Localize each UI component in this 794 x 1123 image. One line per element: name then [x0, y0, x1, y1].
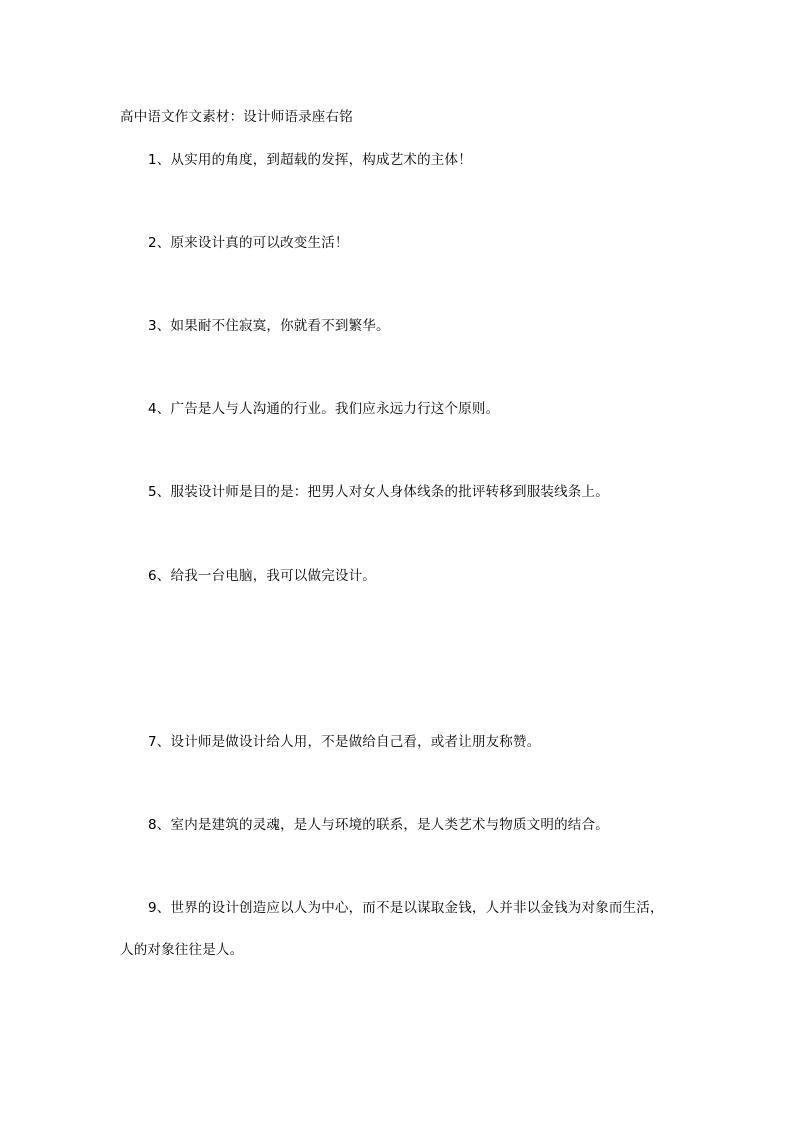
quote-item-9-line-2: 人的对象往往是人。	[120, 942, 244, 958]
quote-item-9-line-1: 9、世界的设计创造应以人为中心，而不是以谋取金钱，人并非以金钱为对象而生活，	[148, 900, 664, 916]
quote-item-2: 2、原来设计真的可以改变生活！	[148, 235, 349, 251]
quote-item-7: 7、设计师是做设计给人用，不是做给自己看，或者让朋友称赞。	[148, 734, 541, 750]
quote-item-6: 6、给我一台电脑，我可以做完设计。	[148, 568, 376, 584]
quote-item-8: 8、室内是建筑的灵魂，是人与环境的联系，是人类艺术与物质文明的结合。	[148, 817, 609, 833]
quote-item-1: 1、从实用的角度，到超载的发挥，构成艺术的主体！	[148, 152, 472, 168]
quote-item-5: 5、服装设计师是目的是：把男人对女人身体线条的批评转移到服装线条上。	[148, 484, 609, 500]
quote-item-3: 3、如果耐不住寂寞，你就看不到繁华。	[148, 318, 390, 334]
document-title: 高中语文作文素材：设计师语录座右铭	[120, 109, 353, 125]
quote-item-4: 4、广告是人与人沟通的行业。我们应永远力行这个原则。	[148, 401, 500, 417]
